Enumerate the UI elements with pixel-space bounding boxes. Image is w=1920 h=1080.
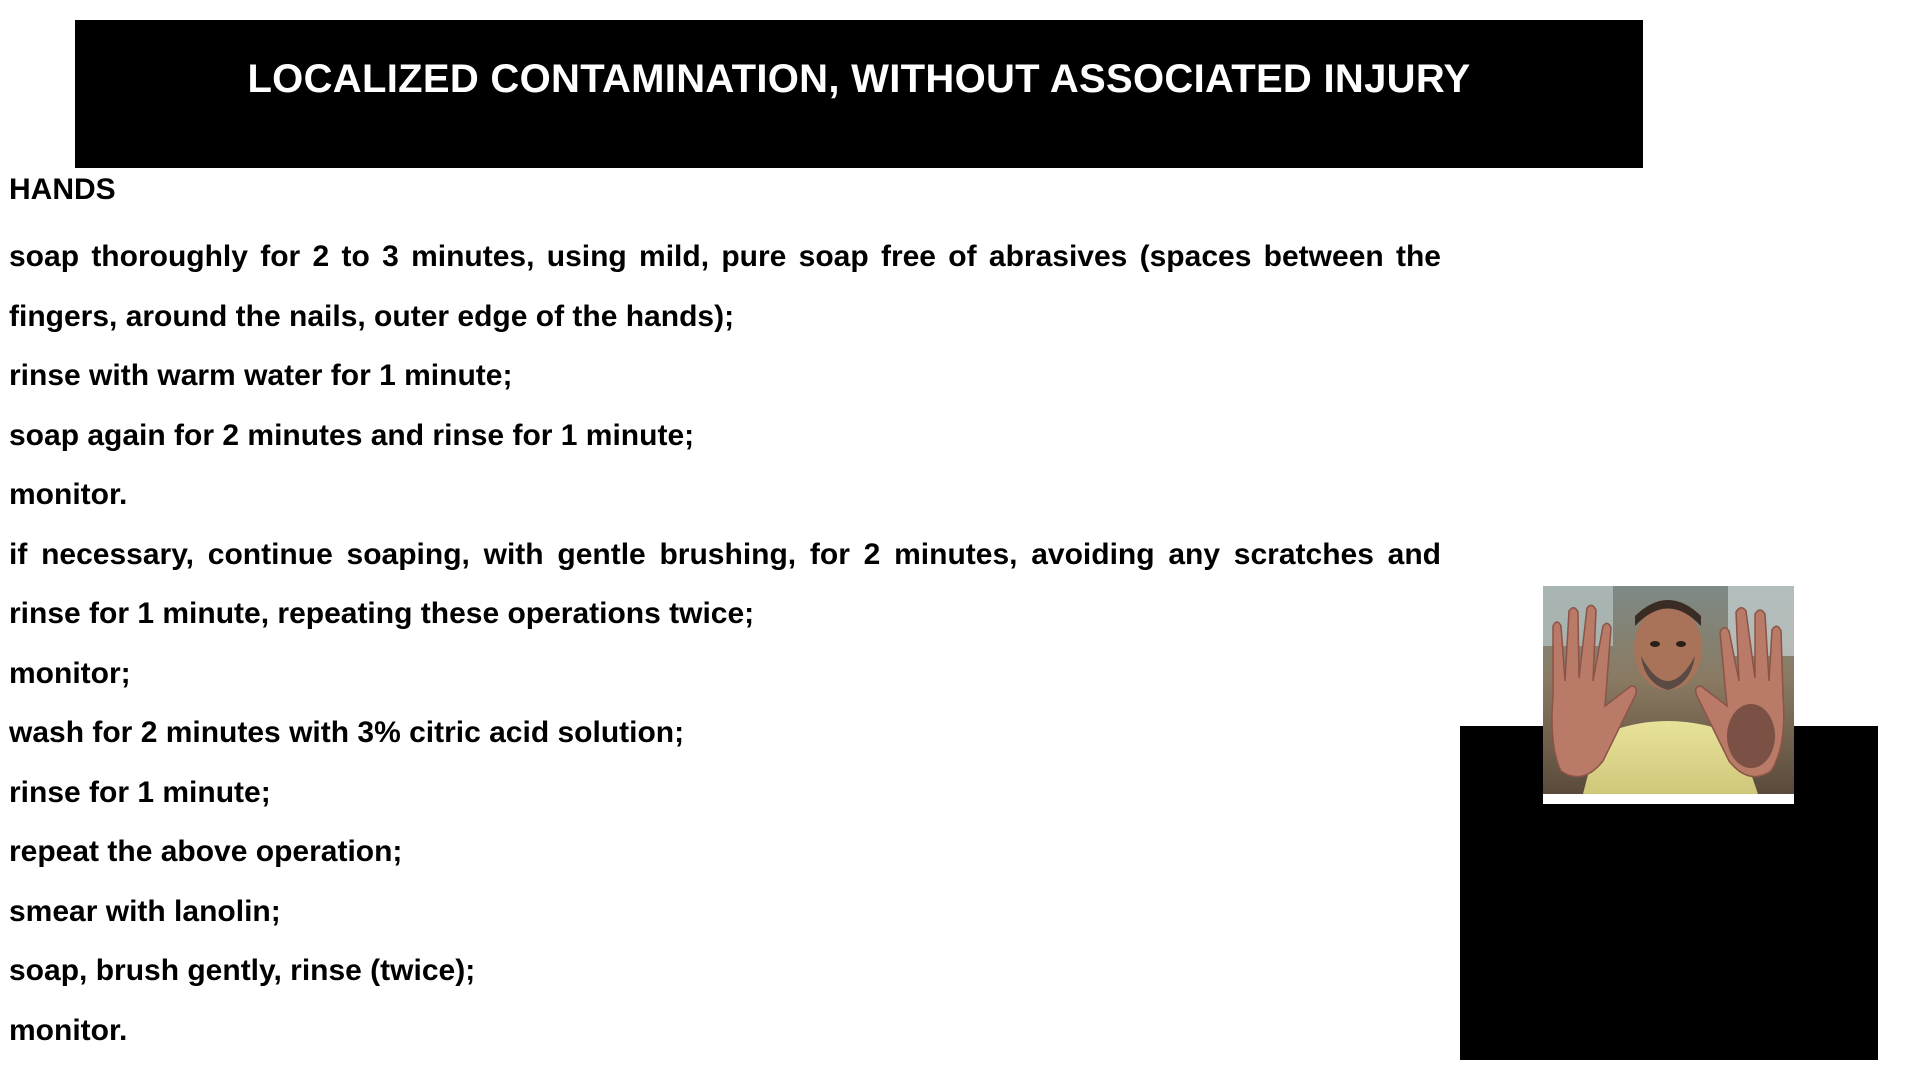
section-heading: HANDS [9,173,116,206]
step-item: rinse for 1 minute; [9,775,271,809]
hands-photo [1543,586,1794,804]
step-item: monitor. [9,1013,128,1047]
step-item: soap thoroughly for 2 to 3 minutes, using mild, pure soap free of abrasives (spaces between the fingers, around the nails, outer edge of the hands); [9,240,1441,333]
step-item: wash for 2 minutes with 3% citric acid solution; [9,716,685,749]
step-item: rinse with warm water for 1 minute; [9,359,513,392]
step-item: smear with lanolin; [9,894,281,928]
step-item: monitor. [9,478,128,511]
step-item: repeat the above operation; [9,835,403,868]
instructions-block [9,168,1441,1060]
slide-title: LOCALIZED CONTAMINATION, WITHOUT ASSOCIATED INJURY [247,57,1471,101]
step-item: soap, brush gently, rinse (twice); [9,954,476,987]
hands-photo-illustration [1543,586,1794,804]
step-item: soap again for 2 minutes and rinse for 1 minute; [9,418,695,452]
step-item: if necessary, continue soaping, with gentle brushing, for 2 minutes, avoiding any scratches and rinse for 1 minute, repeating these operations twice; [9,537,1441,630]
step-item: monitor; [9,656,131,690]
title-banner [75,20,1643,168]
